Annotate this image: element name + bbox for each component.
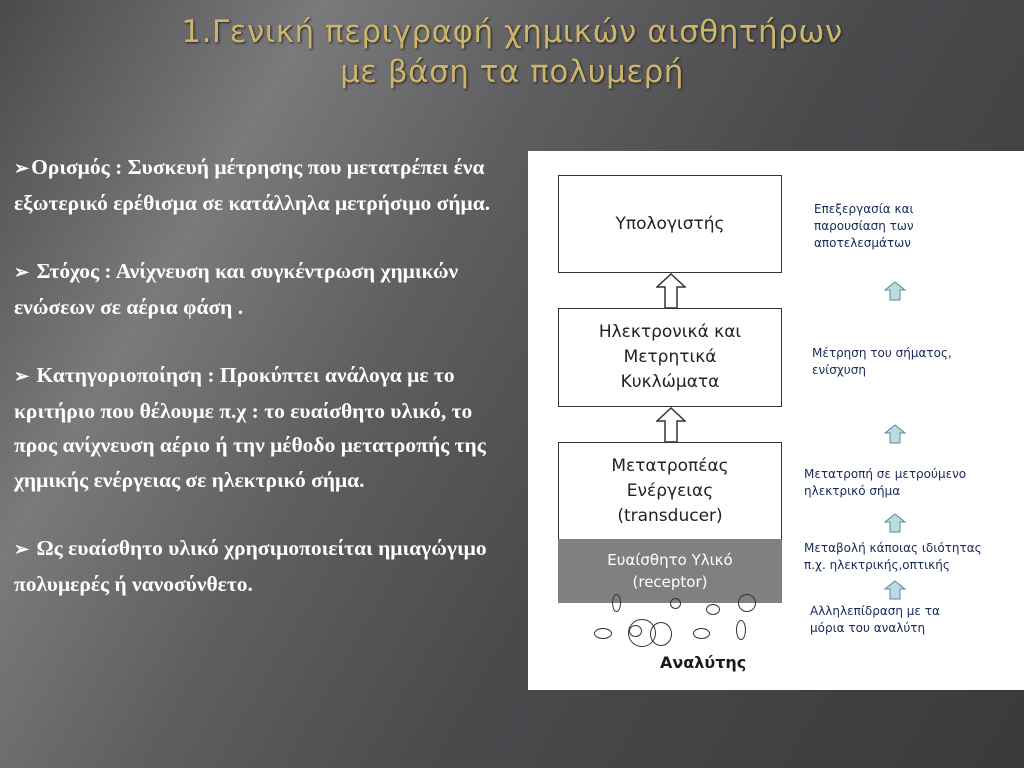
electronics-label-2: Μετρητικά bbox=[623, 347, 717, 367]
note-line: Μετατροπή σε μετρούμενο bbox=[804, 467, 967, 481]
note-interaction bbox=[810, 603, 940, 637]
note-line: μόρια του αναλύτη bbox=[810, 621, 926, 635]
title-line-2: με βάση τα πολυμερή bbox=[340, 54, 684, 90]
note-measurement bbox=[812, 345, 952, 379]
electronics-box bbox=[558, 308, 782, 407]
arrow-bullet-icon: ➢ bbox=[14, 262, 30, 282]
note-line: Μέτρηση του σήματος, bbox=[812, 346, 952, 360]
electronics-label-3: Κυκλώματα bbox=[620, 372, 720, 392]
bullet-text: Στόχος : Ανίχνευση και συγκέντρωση χημικών ενώσεων σε αέρια φάση . bbox=[14, 259, 459, 319]
title-line-1: 1.Γενική περιγραφή χημικών αισθητήρων bbox=[181, 14, 843, 50]
small-up-arrow-icon bbox=[884, 513, 906, 533]
molecule-shape bbox=[738, 594, 756, 612]
sensor-diagram bbox=[528, 151, 1024, 690]
note-line: Αλληλεπίδραση με τα bbox=[810, 604, 940, 618]
bullet-item bbox=[14, 358, 514, 497]
computer-label: Υπολογιστής bbox=[615, 213, 725, 234]
note-line: π.χ. ηλεκτρικής,οπτικής bbox=[804, 558, 950, 572]
note-property-change bbox=[804, 540, 982, 574]
note-line: ενίσχυση bbox=[812, 363, 866, 377]
molecule-shape bbox=[612, 594, 621, 612]
receptor-label-2: (receptor) bbox=[632, 573, 708, 591]
arrow-bullet-icon: ➢ bbox=[14, 366, 30, 386]
bullet-item bbox=[14, 150, 514, 220]
up-arrow-icon bbox=[656, 407, 686, 443]
small-up-arrow-icon bbox=[884, 580, 906, 600]
transducer-label-1: Μετατροπέας bbox=[611, 455, 729, 476]
molecule-shape bbox=[670, 598, 681, 609]
note-line: Επεξεργασία και bbox=[814, 202, 914, 216]
note-line: Μεταβολή κάποιας ιδιότητας bbox=[804, 541, 982, 555]
bullet-text: Ως ευαίσθητο υλικό χρησιμοποιείται ημιαγώγιμο πολυμερές ή νανοσύνθετο. bbox=[14, 536, 487, 596]
slide-title bbox=[0, 12, 1024, 92]
note-conversion bbox=[804, 466, 966, 500]
molecule-shape bbox=[594, 628, 612, 639]
note-line: ηλεκτρικό σήμα bbox=[804, 484, 901, 498]
note-line: παρουσίαση των bbox=[814, 219, 914, 233]
molecule-shape bbox=[736, 620, 746, 640]
up-arrow-icon bbox=[656, 273, 686, 309]
small-up-arrow-icon bbox=[884, 424, 906, 444]
bullet-item bbox=[14, 531, 514, 601]
transducer-box bbox=[558, 442, 782, 540]
bullet-text: Κατηγοριοποίηση : Προκύπτει ανάλογα με το κριτήριο που θέλουμε π.χ : το ευαίσθητο υλικό, το προς ανίχνευση αέριο ή την μέθοδο μετατροπής της χημικής ενέργειας σε ηλεκτρικό σήμα. bbox=[14, 363, 486, 492]
transducer-label-2: Ενέργειας bbox=[626, 480, 714, 501]
receptor-label-1: Ευαίσθητο Υλικό bbox=[607, 551, 733, 569]
electronics-label-1: Ηλεκτρονικά και bbox=[598, 322, 742, 342]
bullet-list bbox=[14, 150, 514, 635]
note-processing bbox=[814, 201, 914, 252]
computer-box bbox=[558, 175, 782, 273]
note-line: αποτελεσμάτων bbox=[814, 236, 911, 250]
bullet-item bbox=[14, 254, 514, 324]
transducer-label-3: (transducer) bbox=[617, 505, 723, 526]
small-up-arrow-icon bbox=[884, 281, 906, 301]
arrow-bullet-icon: ➢ bbox=[14, 158, 30, 178]
molecule-shape bbox=[693, 628, 710, 639]
analyte-label: Αναλύτης bbox=[660, 653, 747, 672]
arrow-bullet-icon: ➢ bbox=[14, 539, 30, 559]
molecule-shape bbox=[706, 604, 720, 615]
bullet-text: Ορισμός : Συσκευή μέτρησης που μετατρέπει ένα εξωτερικό ερέθισμα σε κατάλληλα μετρήσιμο σήμα. bbox=[14, 155, 491, 215]
molecule-shape bbox=[650, 622, 672, 646]
